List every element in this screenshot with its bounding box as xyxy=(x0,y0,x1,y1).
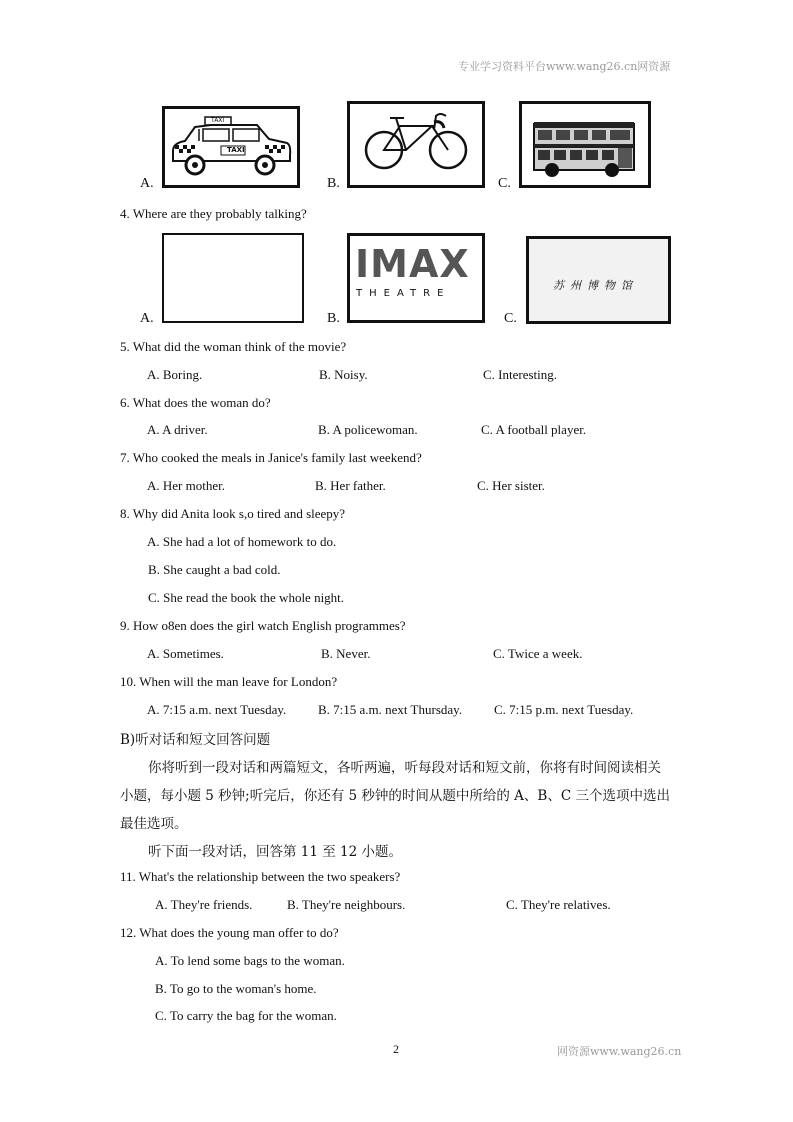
q4-option-a-label: A. xyxy=(140,311,154,326)
section-b-line-1: 你将听到一段对话和两篇短文，各听两遍，听每段对话和短文前，你将有时间阅读相关 xyxy=(148,760,661,776)
q4-question: 4. Where are they probably talking? xyxy=(120,206,307,221)
q6-option-a: A. A driver. xyxy=(147,422,208,437)
q9-option-a: A. Sometimes. xyxy=(147,646,224,661)
museum-sign-text: 苏州博物馆 xyxy=(553,279,638,292)
q5-question: 5. What did the woman think of the movie? xyxy=(120,339,347,354)
section-b-instruction: 听下面一段对话，回答第 11 至 12 小题。 xyxy=(148,844,403,860)
q3-option-a-label: A. xyxy=(140,176,154,191)
page-header: 专业学习资料平台www.wang26.cn网资源 xyxy=(458,60,671,73)
bicycle-icon xyxy=(350,104,482,185)
imax-picture xyxy=(347,233,485,323)
q12-question: 12. What does the young man offer to do? xyxy=(120,925,339,940)
q9-question: 9. How o8en does the girl watch English programmes? xyxy=(120,618,406,633)
bicycle-picture xyxy=(347,101,485,188)
q5-option-a: A. Boring. xyxy=(147,367,203,382)
q5-option-c: C. Interesting. xyxy=(483,367,558,382)
bus-picture xyxy=(519,101,651,188)
q11-option-c: C. They're relatives. xyxy=(506,897,611,912)
q3-option-c-label: C. xyxy=(498,176,511,191)
taxi-door-text: TAXI xyxy=(227,146,245,154)
q7-question: 7. Who cooked the meals in Janice's family last weekend? xyxy=(120,450,422,465)
footer-site: 网资源www.wang26.cn xyxy=(557,1045,682,1058)
q10-option-b: B. 7:15 a.m. next Thursday. xyxy=(318,702,463,717)
taxi-picture xyxy=(162,106,300,188)
q8-question: 8. Why did Anita look s,o tired and sleepy? xyxy=(120,506,346,521)
q9-option-c: C. Twice a week. xyxy=(493,646,583,661)
q10-question: 10. When will the man leave for London? xyxy=(120,674,338,689)
q7-option-c: C. Her sister. xyxy=(477,478,545,493)
blank-picture xyxy=(162,233,304,323)
q3-option-b-label: B. xyxy=(327,176,340,191)
q10-option-a: A. 7:15 a.m. next Tuesday. xyxy=(147,702,287,717)
q6-option-b: B. A policewoman. xyxy=(318,422,418,437)
q6-question: 6. What does the woman do? xyxy=(120,395,271,410)
q11-option-a: A. They're friends. xyxy=(155,897,253,912)
page-number: 2 xyxy=(393,1042,399,1056)
q4-option-b-label: B. xyxy=(327,311,340,326)
taxi-roof-sign: TAXI xyxy=(211,117,225,124)
q5-option-b: B. Noisy. xyxy=(319,367,368,382)
section-b-title: B)听对话和短文回答问题 xyxy=(120,732,271,748)
imax-theatre-text: THEATRE xyxy=(356,288,451,299)
q12-option-c: C. To carry the bag for the woman. xyxy=(155,1008,337,1023)
q12-option-a: A. To lend some bags to the woman. xyxy=(155,953,345,968)
q9-option-b: B. Never. xyxy=(321,646,371,661)
q6-option-c: C. A football player. xyxy=(481,422,587,437)
imax-logo-text: IMAX xyxy=(355,242,470,286)
q7-option-b: B. Her father. xyxy=(315,478,386,493)
bus-icon xyxy=(522,104,648,185)
q12-option-b: B. To go to the woman's home. xyxy=(155,981,317,996)
q7-option-a: A. Her mother. xyxy=(147,478,225,493)
q11-option-b: B. They're neighbours. xyxy=(287,897,406,912)
section-b-line-2: 小题，每小题 5 秒钟;听完后，你还有 5 秒钟的时间从题中所给的 A、B、C 三个选项中选出 xyxy=(120,788,670,804)
q8-option-a: A. She had a lot of homework to do. xyxy=(147,534,337,549)
q4-option-c-label: C. xyxy=(504,311,517,326)
section-b-line-3: 最佳选项。 xyxy=(120,816,188,832)
q10-option-c: C. 7:15 p.m. next Tuesday. xyxy=(494,702,634,717)
q8-option-c: C. She read the book the whole night. xyxy=(148,590,345,605)
museum-picture xyxy=(526,236,671,324)
q8-option-b: B. She caught a bad cold. xyxy=(148,562,281,577)
q11-question: 11. What's the relationship between the two speakers? xyxy=(120,869,401,884)
